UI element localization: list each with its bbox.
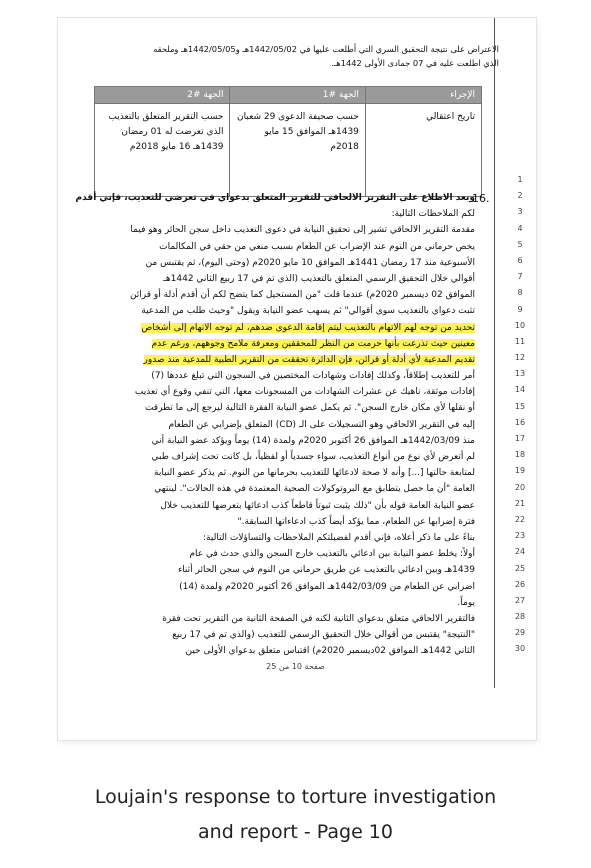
line-number: 14 [514,385,526,395]
text-line: العامة "أن ما حصل يتطابق مع البروتوكولات الصحية المعتمدة في هذه الحالات". لينتهي [154,484,475,495]
line-number: 26 [514,579,526,589]
text-line: الأسبوعية منذ 17 رمضان 1441هـ الموافق 10 مايو 2020م (وحتى اليوم)، ثم يقتبس من [145,257,475,268]
line-number: 4 [517,223,523,233]
line-number: 13 [514,369,526,379]
line-number: 15 [514,401,526,411]
text-line: فالتقرير الالحاقي متعلق بدعواي الثانية لكنه في الصفحة الثانية من التقرير تحت فقرة [162,613,475,624]
text-line: إفادات موثقة، ناهيك عن عشرات الشهادات من المسجونات معها، التي تنفي وقوع أي تعذيب [134,387,475,398]
page-footer: صفحة 10 من 25 [266,662,325,671]
line-number: 27 [514,595,526,605]
text-line: وبعد الاطلاع على التقرير الالحاقي للتقرير المتعلق بدعواي في تعرضي للتعذيب، فإني أقدم [75,193,475,203]
line-number: 3 [517,207,523,217]
paragraph-number: 16. [472,192,490,205]
line-number: 9 [517,304,523,314]
text-line: "النتيجة" يقتبس من أقوالي خلال التحقيق الرسمي للتعذيب (والذي تم في 17 ربيع [172,630,475,641]
margin-rule [494,18,495,688]
line-number: 28 [514,612,526,622]
intro-line: الاعتراض على نتيجة التحقيق السري التي أطلعت عليها في 1442/05/02هـ و1442/05/05هـ وملحقه [153,44,499,54]
text-line: اضرابي عن الطعام من 1442/03/09هـ الموافق 26 أكتوبر 2020م ولمدة (14) [179,581,475,592]
line-number: 10 [514,320,526,330]
line-number: 8 [517,288,523,298]
line-number: 5 [517,239,523,249]
line-number: 12 [514,353,526,363]
text-line: يخص حرماني من النوم عند الإضراب عن الطعام بسبب منعي من حقي في المكالمات [159,241,475,252]
line-numbers [508,172,532,658]
text-line: إليه في التقرير الالحاقي وهو التسجيلات على الـ (CD) المتعلق بإضرابي عن الطعام [168,419,475,430]
intro-line: الذي اطلعت عليه في 07 جمادى الأولى 1442هـ. [331,58,499,68]
text-line: أولاً: يخلط عضو النيابة بين ادعائي بالتعذيب خارج السجن والذي حدث في عام [189,549,475,560]
line-number: 18 [514,450,526,460]
line-number: 20 [514,482,526,492]
text-line: لمتابعة حالتها [...] وأنه لا صحة لادعائها للتعذيب بحرمانها من النوم. ثم يذكر عضو النيابة [154,468,475,479]
caption-line: Loujain's response to torture investigation [94,786,497,808]
line-number: 7 [517,272,523,282]
line-number: 21 [514,498,526,508]
text-line: لم أتعرض لأي نوع من أنواع التعذيب، سواء جسدياً أو لفظياً، بل كانت تحت إشراف طبي [151,452,475,462]
line-number: 19 [514,466,526,476]
table-cell: حسب التقرير المتعلق بالتعذيب الذي تعرضت له 01 رمضان 1439هـ 16 مايو 2018م [95,104,230,197]
text-line: مقدمة التقرير الالحاقي تشير إلى تحقيق النيابة في دعوى التعذيب داخل سجن الحائر وهو فيما [130,225,475,236]
line-number: 16 [514,417,526,427]
table-header: الجهة #1 [230,87,365,104]
line-number: 2 [517,191,523,201]
text-line: أمر للتعذيب إطلاقاً، وكذلك إفادات وشهادات المختصين في السجون التي تبلغ عددها (7) [151,371,475,382]
text-line: الثاني 1442هـ الموافق 02ديسمبر 2020م) اقتباس متعلق بدعواي الأولى حين [185,646,475,657]
table-row [95,104,482,197]
image-caption [0,780,591,850]
text-line: تثبت دعواي بالتعذيب سوى أقوالي" ثم يسهب عضو النيابة ويقول "وحيث طلب من المدعية [141,306,475,317]
intro-text [79,42,499,70]
highlighted-line: تقديم المدعية لأي أدلة أو قرائن، فإن الدائرة تحققت من التقرير الطبية للمدعية منذ صدور [143,354,475,365]
line-number: 22 [514,514,526,524]
table-header: الإجراء [365,87,481,104]
text-line: أو نقلها لأي مكان خارج السجن". ثم يكمل عضو النيابة الفقرة التالية ليرجع إلى ما تطرقت [144,403,475,414]
line-number: 30 [514,644,526,654]
text-line: بناءً على ما ذكر أعلاه، فإني أقدم لفضيلتكم الملاحظات والتساؤلات التالية: [203,532,475,543]
line-number: 23 [514,531,526,541]
table-header: الجهة #2 [95,87,230,104]
text-line: فترة إضرابها عن الطعام، مما يؤكد أيضاً كذب ادعاءاتها السابقة." [237,516,475,527]
text-line: 1439هـ وبين ادعائي بالتعذيب عن طريق حرماني من النوم في سجن الحائر أثناء [177,565,475,576]
text-line: منذ 1442/03/09هـ الموافق 26 أكتوبر 2020م ولمدة (14) يوماً ويؤكد عضو النيابة أني [151,435,475,446]
table-cell: تاريخ اعتقالي [365,104,481,197]
table-cell: حسب صحيفة الدعوى 29 شعبان 1439هـ الموافق 15 مايو 2018م [230,104,365,197]
highlighted-line: تحديد من توجه لهم الاتهام بالتعذيب ليتم إقامة الدعوى ضدهم، لم توجه الاتهام إلى أشخاص [141,322,475,333]
caption-line: and report - Page 10 [198,821,393,843]
line-number: 29 [514,628,526,638]
comparison-table [94,86,482,197]
line-number: 1 [517,175,523,184]
text-line: يوماً. [457,597,475,608]
text-line: الموافق 02 ديسمبر 2020م) عندما قلت "من المستحيل كما يتضح لكم أن أقدم أدلة أو قرائن [129,290,475,301]
highlighted-line: معينين حيث تذرعت بأنها حرمت من النظر للمحققين ومعرفة ملامح وجوههم، ورغم عدم [151,338,475,349]
line-number: 6 [517,255,523,265]
line-number: 17 [514,434,526,443]
text-line: عضو النيابة العامة قوله بأن "ذلك يثبت ثبوتاً قاطعاً كذب ادعائها بتعرضها للتعذيب خلال [160,500,475,511]
text-line: أقوالي خلال التحقيق الرسمي المتعلق بالتعذيب (الذي تم في 17 ربيع الثاني 1442هـ [163,273,475,284]
line-number: 25 [514,563,526,573]
line-number: 11 [514,336,526,346]
text-line: لكم الملاحظات التالية: [391,209,475,220]
table-header-row [95,87,482,104]
body-text [75,190,475,659]
line-number: 24 [514,547,526,557]
